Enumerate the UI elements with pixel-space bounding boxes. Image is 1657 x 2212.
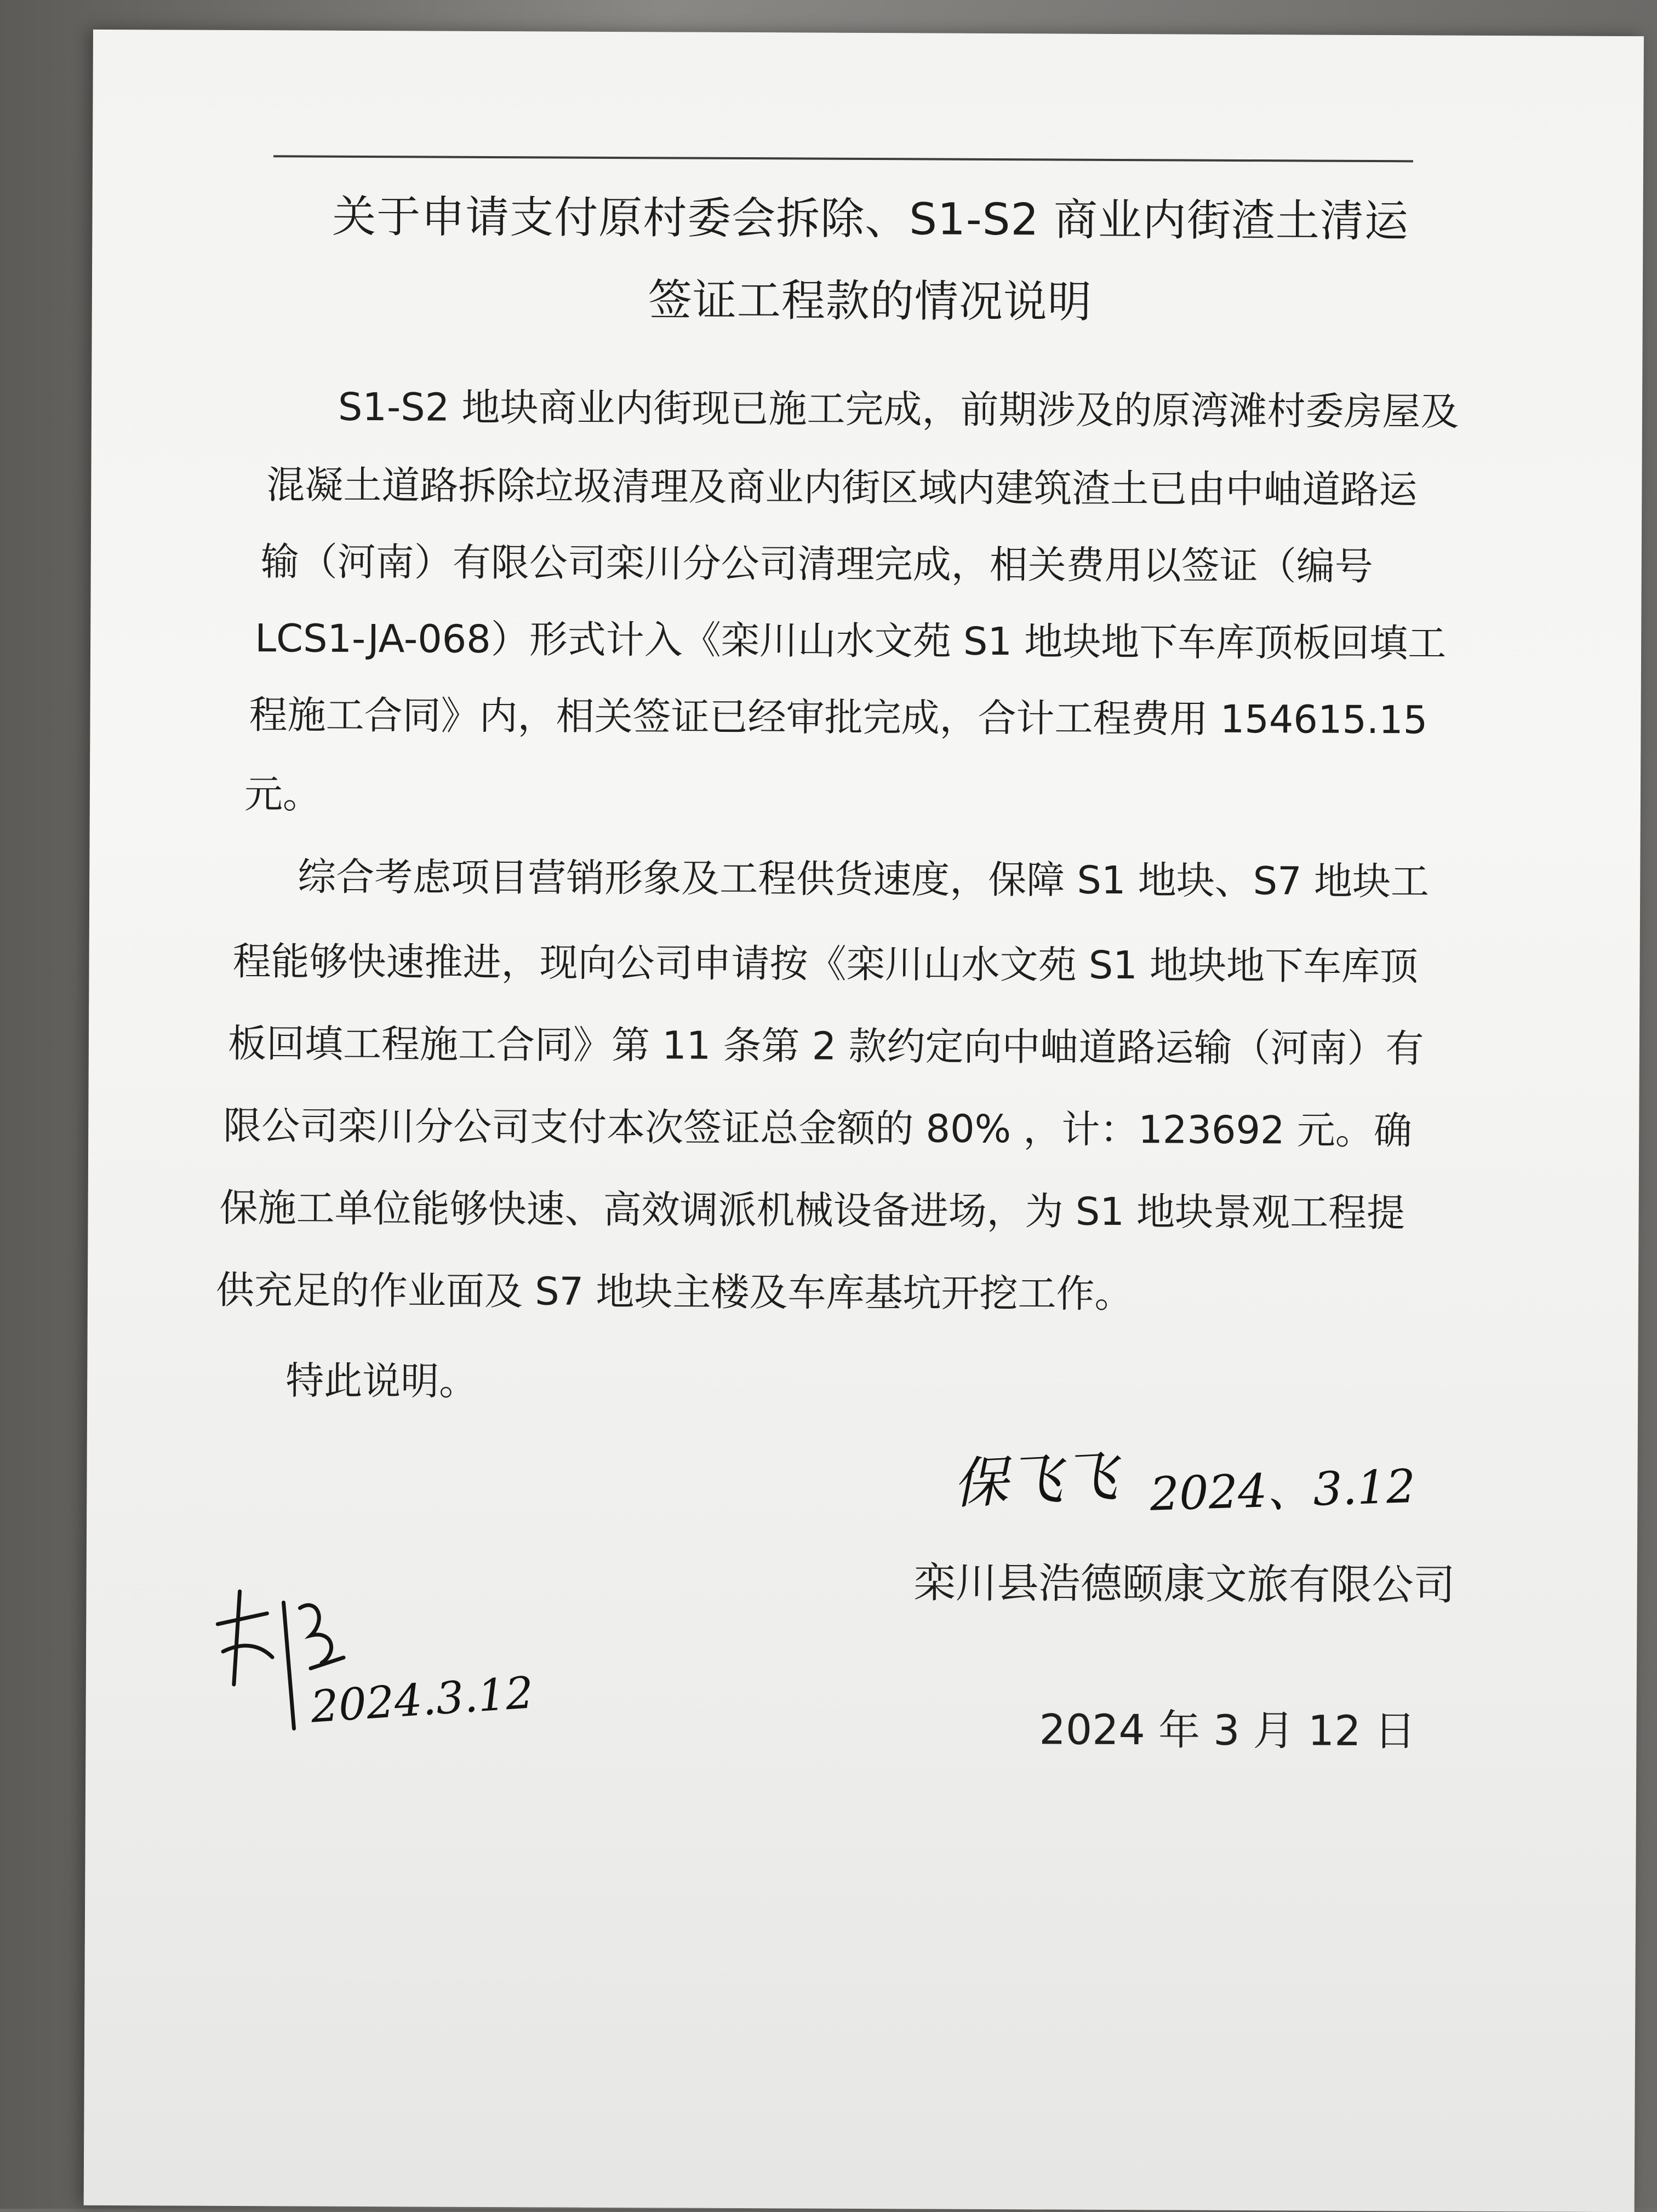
title-line-2: 签证工程款的情况说明: [648, 274, 1093, 328]
handwritten-signature-right: 保飞飞: [951, 1444, 1119, 1516]
paragraph-1-line: 输（河南）有限公司栾川分公司清理完成，相关费用以签证（编号: [260, 539, 1373, 589]
title-line-1: 关于申请支付原村委会拆除、S1-S2 商业内街渣土清运: [332, 191, 1409, 247]
handwritten-date-right: 2024、3.12: [1149, 1459, 1416, 1521]
header-rule: [273, 155, 1413, 162]
handwritten-date-left: 2024.3.12: [309, 1667, 535, 1733]
paragraph-2-line: 程能够快速推进，现向公司申请按《栾川山水文苑 S1 地块地下车库顶: [232, 938, 1419, 989]
paragraph-1-line: 混凝土道路拆除垃圾清理及商业内街区域内建筑渣土已由中岫道路运: [266, 462, 1418, 513]
paragraph-1-line: S1-S2 地块商业内街现已施工完成，前期涉及的原湾滩村委房屋及: [338, 384, 1459, 434]
paragraph-2-line: 板回填工程施工合同》第 11 条第 2 款约定向中岫道路运输（河南）有: [227, 1021, 1424, 1071]
closing-text: 特此说明。: [285, 1358, 478, 1404]
document-page: [84, 30, 1644, 2212]
paragraph-2-line: 限公司栾川分公司支付本次签证总金额的 80% ，计：123692 元。确: [223, 1103, 1413, 1154]
paragraph-1-line: 程施工合同》内，相关签证已经审批完成，合计工程费用 154615.15: [249, 692, 1428, 743]
document-date: 2024 年 3 月 12 日: [1039, 1705, 1416, 1756]
paragraph-2-line: 综合考虑项目营销形象及工程供货速度，保障 S1 地块、S7 地块工: [298, 854, 1430, 904]
paragraph-2-line: 保施工单位能够快速、高效调派机械设备进场，为 S1 地块景观工程提: [219, 1185, 1405, 1236]
paragraph-1-line: 元。: [244, 772, 322, 817]
company-name: 栾川县浩德颐康文旅有限公司: [913, 1558, 1455, 1609]
paragraph-2-line: 供充足的作业面及 S7 地块主楼及车库基坑开挖工作。: [215, 1267, 1133, 1317]
paragraph-1-line: LCS1-JA-068）形式计入《栾川山水文苑 S1 地块地下车库顶板回填工: [254, 616, 1447, 666]
